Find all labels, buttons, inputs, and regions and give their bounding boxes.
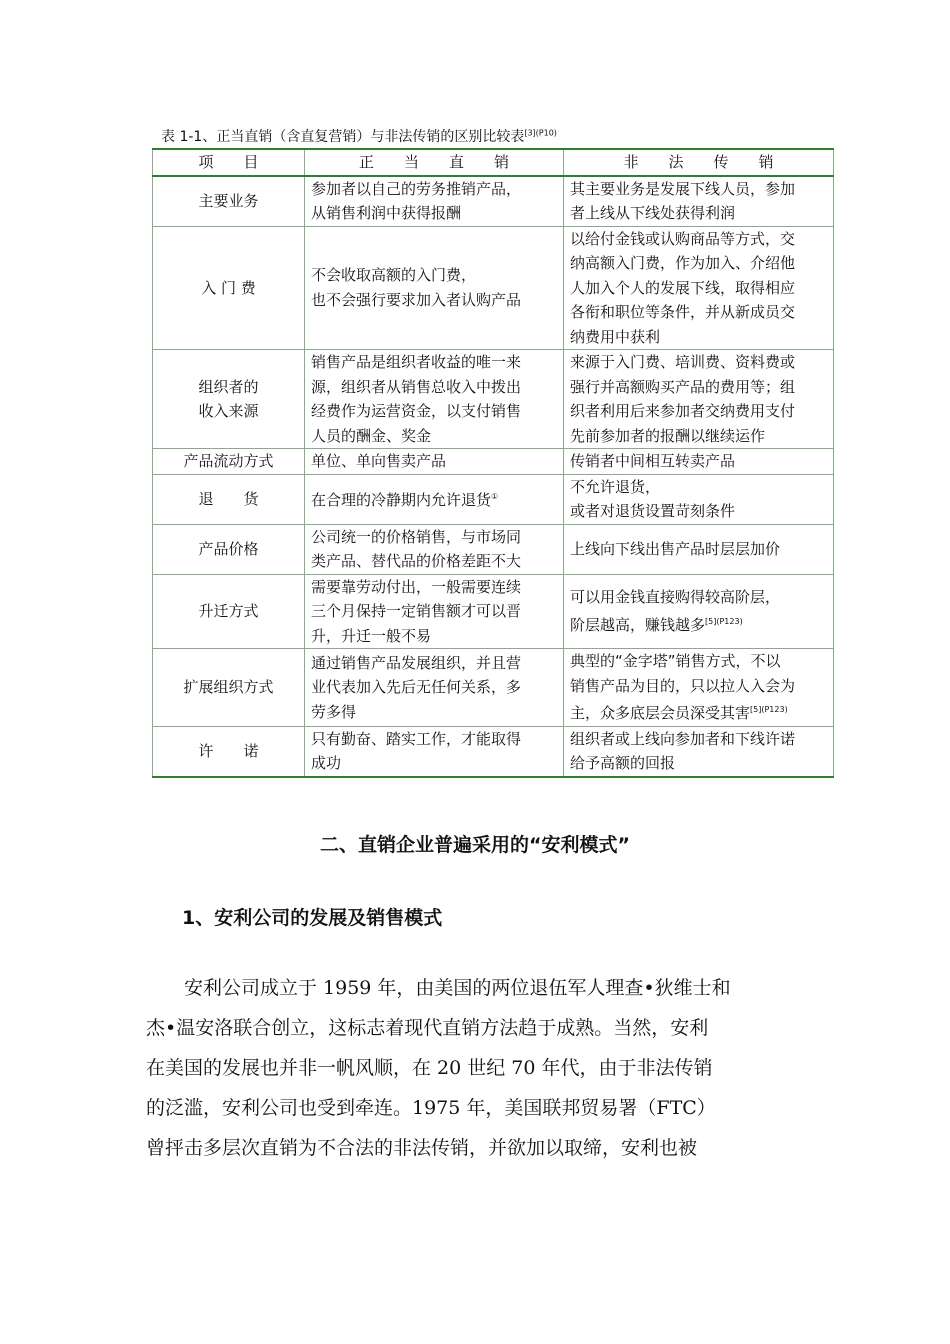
cell-line: 各衔和职位等条件，并从新成员交 [570, 303, 796, 321]
row-item-label: 入 门 费 [153, 226, 305, 350]
cell-line: 单位、单向售卖产品 [311, 452, 447, 470]
header-item: 项 目 [153, 149, 305, 176]
cell-line: 业代表加入先后无任何关系，多 [311, 678, 522, 696]
cell-line: 人员的酬金、奖金 [311, 426, 432, 445]
cell-line: 类产品、替代品的价格差距不大 [311, 552, 522, 570]
cell-line: 不会收取高额的入门费， [311, 266, 477, 285]
illegal-pyramid-cell [564, 524, 834, 574]
cell-line: 典型的“金字塔”销售方式，不以 [570, 652, 781, 670]
row-item-label: 主要业务 [153, 176, 305, 227]
cell-line: 给予高额的回报 [570, 754, 676, 772]
table-row [153, 649, 834, 727]
cell-line: 织者利用后来参加者交纳费用支付 [570, 402, 796, 420]
cell-line: 以给付金钱或认购商品等方式，交 [570, 229, 796, 248]
cell-line: 升，升迁一般不易 [311, 626, 432, 645]
table-row [153, 449, 834, 475]
cell-line: 也不会强行要求加入者认购产品 [311, 290, 522, 309]
illegal-pyramid-cell [564, 726, 834, 777]
paragraph-line: 安利公司成立于 1959 年，由美国的两位退伍军人理查•狄维士和 [146, 977, 731, 999]
row-item-label: 产品流动方式 [153, 449, 305, 475]
cell-line: 纳费用中获利 [570, 327, 661, 346]
table-header-row [153, 149, 834, 176]
legal-direct-sales-cell [305, 474, 564, 524]
cell-line: 上线向下线出售产品时层层加价 [570, 539, 781, 558]
header-illegal: 非 法 传 销 [564, 149, 834, 176]
cell-line: 组织者或上线向参加者和下线许诺 [570, 729, 796, 748]
cell-line: 通过销售产品发展组织，并且营 [311, 653, 522, 672]
legal-direct-sales-cell [305, 524, 564, 574]
illegal-pyramid-cell [564, 350, 834, 449]
table-row [153, 226, 834, 350]
table-row [153, 524, 834, 574]
cell-line: 可以用金钱直接购得较高阶层， [570, 588, 781, 607]
row-item-label: 产品价格 [153, 524, 305, 574]
cell-line: 先前参加者的报酬以继续运作 [570, 426, 766, 445]
cell-line: 从销售利润中获得报酬 [311, 204, 462, 222]
illegal-pyramid-cell [564, 649, 834, 727]
row-item-label: 组织者的 收入来源 [153, 350, 305, 449]
cell-line: 主，众多底层会员深受其害$^{[5](P123)}$ [570, 704, 788, 722]
citation-ref: [5](P123) [705, 616, 743, 626]
row-item-label: 扩展组织方式 [153, 649, 305, 727]
cell-line: 需要靠劳动付出，一般需要连续 [311, 577, 522, 596]
legal-direct-sales-cell [305, 574, 564, 649]
cell-line: 经费作为运营资金，以支付销售 [311, 402, 522, 420]
row-item-label: 升迁方式 [153, 574, 305, 649]
table-caption-text: 表 1-1、正当直销（含直复营销）与非法传销的区别比较表 [161, 129, 525, 145]
comparison-table [152, 148, 834, 778]
cell-line: 纳高额入门费，作为加入、介绍他 [570, 254, 796, 272]
legal-direct-sales-cell [305, 726, 564, 777]
table-caption [161, 126, 557, 146]
row-item-label: 许 诺 [153, 726, 305, 777]
table-row [153, 176, 834, 227]
header-legal: 正 当 直 销 [305, 149, 564, 176]
paragraph-line: 在美国的发展也并非一帆风顺，在 20 世纪 70 年代，由于非法传销 [146, 1057, 713, 1079]
cell-line: 源，组织者从销售总收入中拨出 [311, 377, 522, 396]
table-row [153, 574, 834, 649]
table-caption-ref: [3](P10) [524, 128, 557, 138]
paragraph-line: 的泛滥，安利公司也受到牵连。1975 年，美国联邦贸易署（FTC） [146, 1097, 716, 1119]
citation-ref: ① [491, 492, 499, 502]
cell-line: 只有勤奋、踏实工作，才能取得 [311, 729, 522, 748]
illegal-pyramid-cell [564, 449, 834, 475]
cell-line: 公司统一的价格销售，与市场同 [311, 527, 522, 546]
legal-direct-sales-cell [305, 350, 564, 449]
row-item-label: 退 货 [153, 474, 305, 524]
cell-line: 者上线从下线处获得利润 [570, 204, 736, 222]
cell-line: 传销者中间相互转卖产品 [570, 452, 736, 470]
body-paragraph [146, 968, 816, 1168]
cell-line: 强行并高额购买产品的费用等；组 [570, 377, 796, 396]
cell-line: 人加入个人的发展下线，取得相应 [570, 278, 796, 297]
illegal-pyramid-cell [564, 226, 834, 350]
table-row [153, 350, 834, 449]
legal-direct-sales-cell [305, 449, 564, 475]
paragraph-line: 曾抨击多层次直销为不合法的非法传销，并欲加以取缔，安利也被 [146, 1137, 698, 1159]
illegal-pyramid-cell [564, 176, 834, 227]
cell-line: 参加者以自己的劳务推销产品， [311, 179, 522, 198]
cell-line: 阶层越高，赚钱越多$^{[5](P123)}$ [570, 615, 743, 634]
paragraph-line: 杰•温安洛联合创立，这标志着现代直销方法趋于成熟。当然，安利 [146, 1017, 709, 1039]
table-row [153, 726, 834, 777]
cell-line: 成功 [311, 754, 342, 772]
cell-line: 不允许退货， [570, 477, 661, 496]
cell-line: 或者对退货设置苛刻条件 [570, 502, 736, 520]
citation-ref: [5](P123) [750, 705, 788, 714]
cell-line: 在合理的冷静期内允许退货① [311, 491, 499, 510]
cell-line: 销售产品是组织者收益的唯一来 [311, 353, 522, 371]
illegal-pyramid-cell [564, 574, 834, 649]
cell-line: 其主要业务是发展下线人员，参加 [570, 179, 796, 198]
sub-title: 1、安利公司的发展及销售模式 [182, 907, 443, 929]
table-row [153, 474, 834, 524]
legal-direct-sales-cell [305, 649, 564, 727]
illegal-pyramid-cell [564, 474, 834, 524]
cell-line: 三个月保持一定销售额才可以晋 [311, 602, 522, 620]
cell-line: 来源于入门费、培训费、资料费或 [570, 353, 796, 371]
cell-line: 销售产品为目的，只以拉人入会为 [570, 676, 796, 695]
section-title: 二、直销企业普遍采用的“安利模式” [320, 834, 630, 856]
legal-direct-sales-cell [305, 176, 564, 227]
cell-line: 劳多得 [311, 702, 357, 721]
legal-direct-sales-cell [305, 226, 564, 350]
